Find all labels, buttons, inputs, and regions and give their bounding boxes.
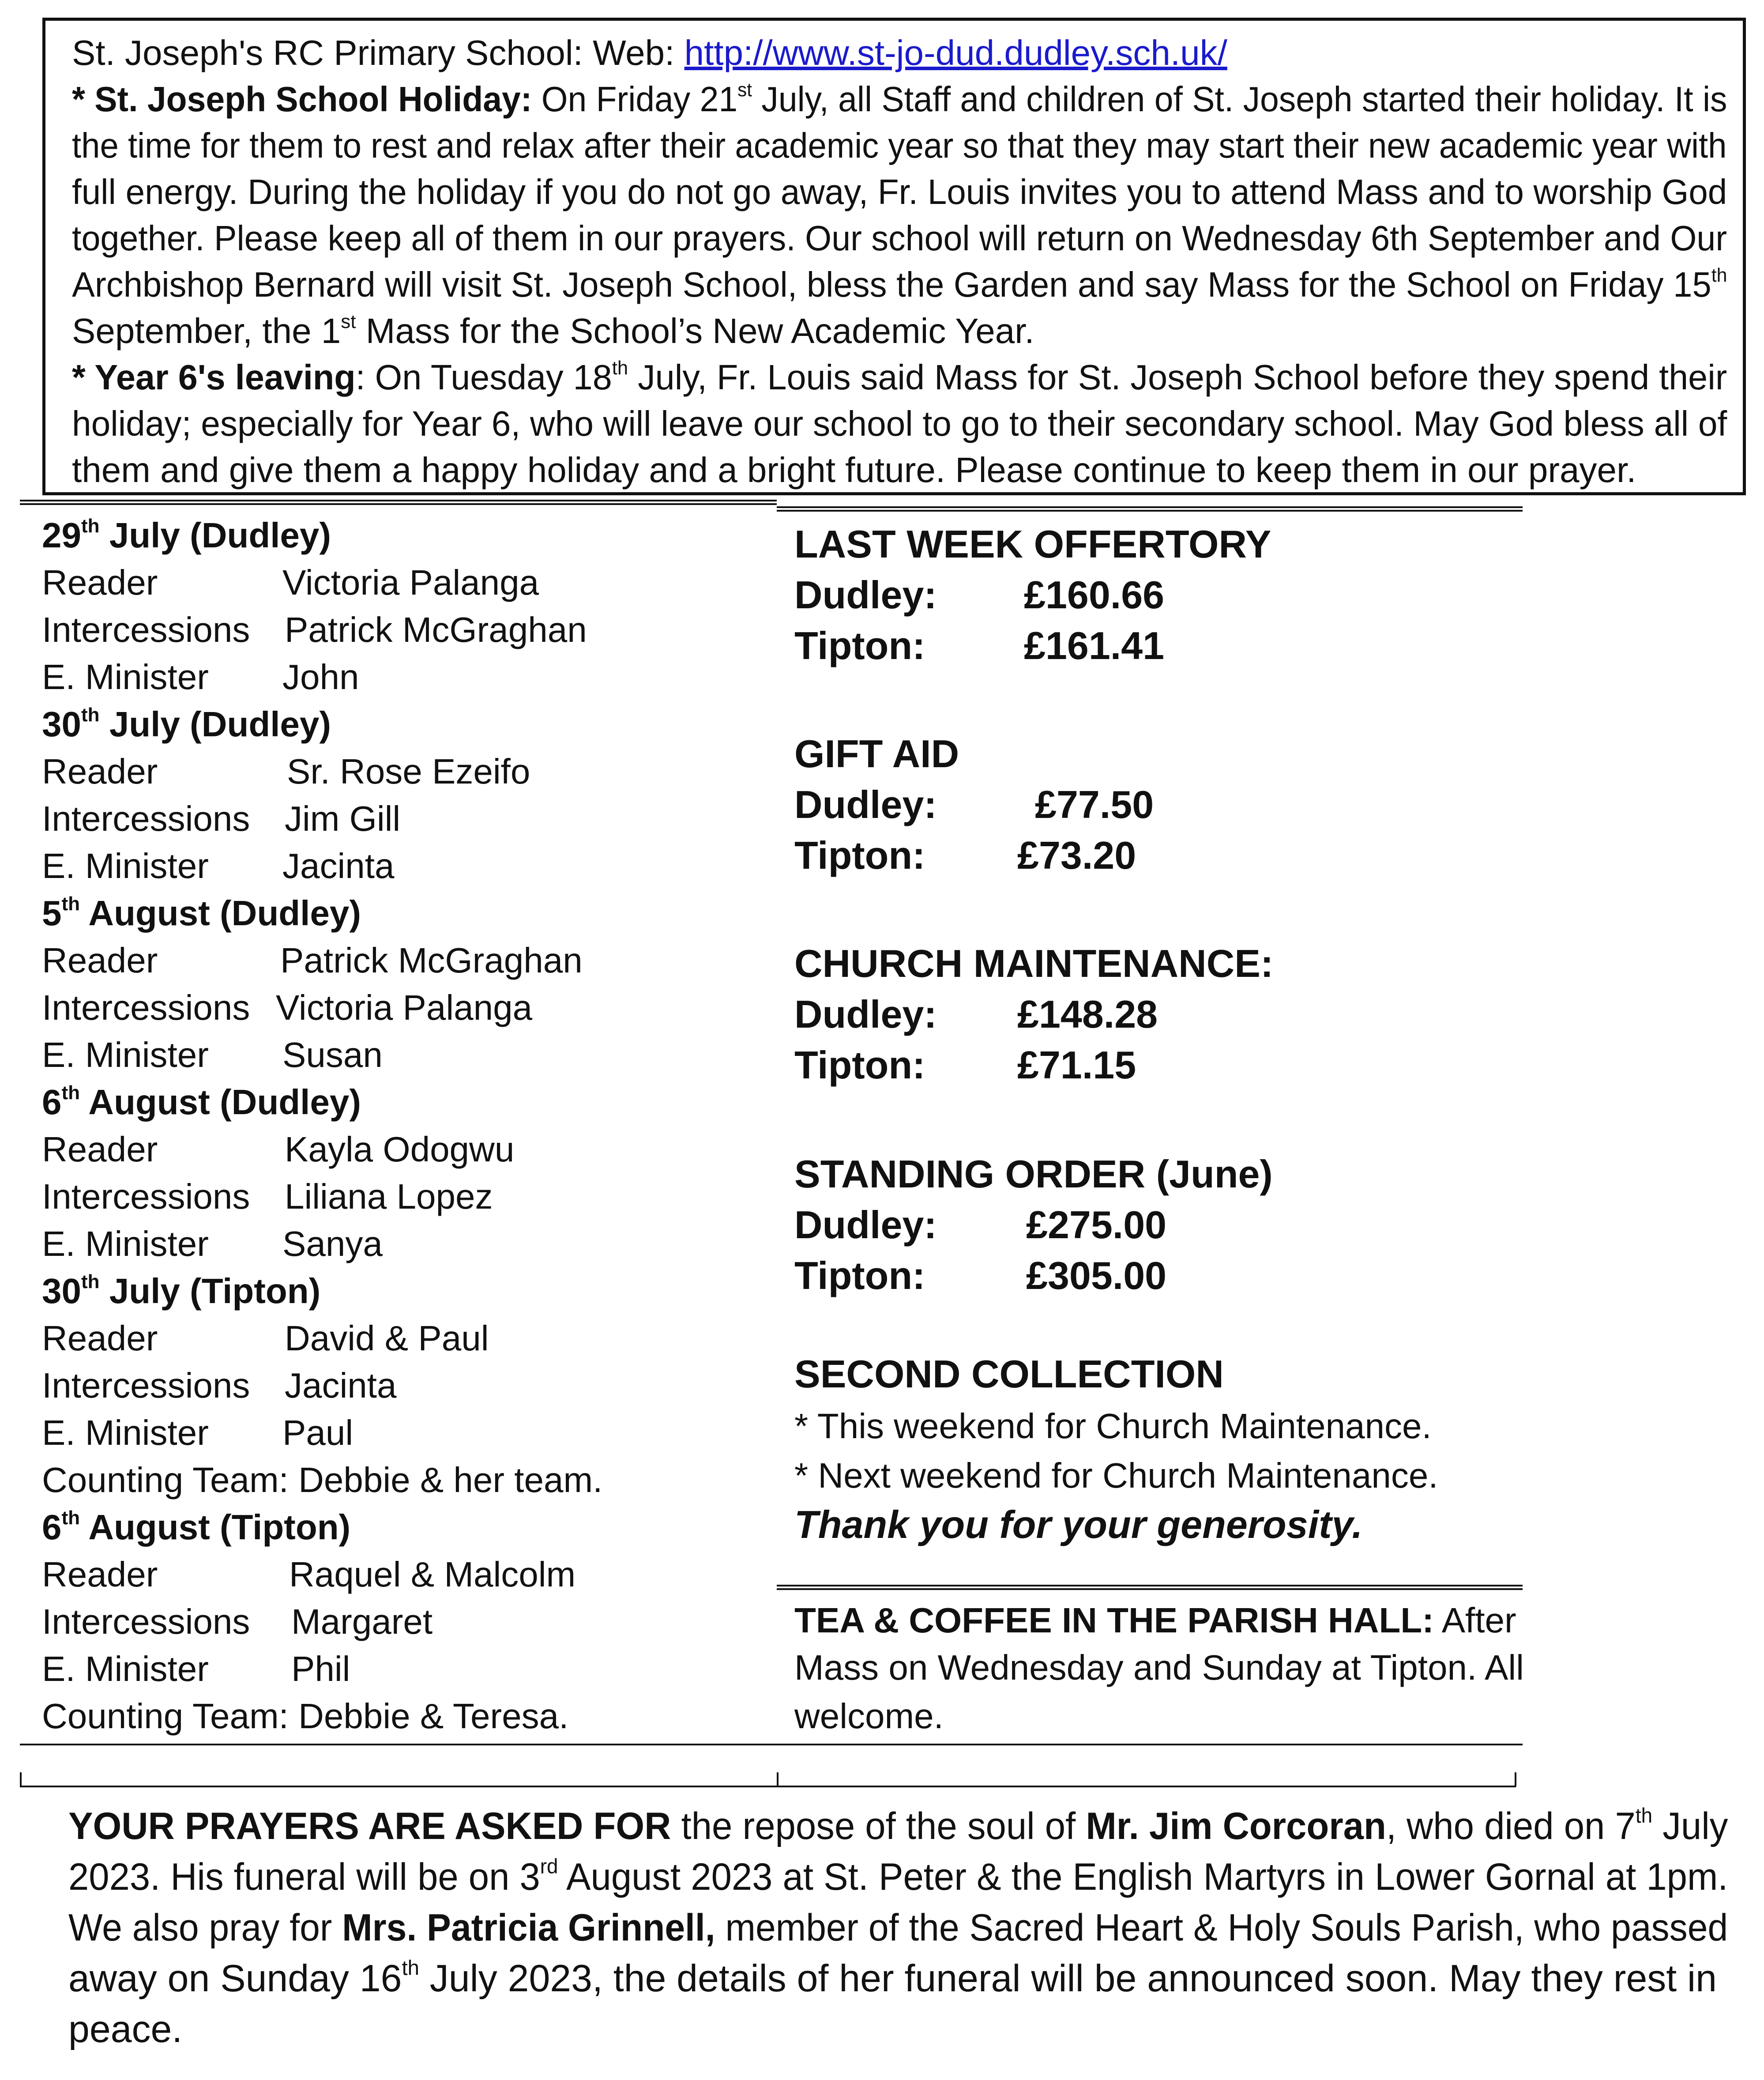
rota-person-name: Patrick McGraghan bbox=[285, 610, 587, 649]
rota-role-label: Reader bbox=[42, 563, 158, 602]
rota-role-label: E. Minister bbox=[42, 1649, 209, 1688]
rota-date-text: August (Tipton) bbox=[80, 1507, 351, 1547]
prayers-line-3 bbox=[68, 1903, 1728, 1953]
prayers-text: the repose of the soul of bbox=[671, 1805, 1086, 1847]
rota-date-heading bbox=[42, 890, 361, 936]
dudley-amount: £77.50 bbox=[1035, 783, 1154, 826]
ordinal-sup: th bbox=[1711, 264, 1727, 286]
tea-section-top-rule bbox=[777, 1585, 1523, 1590]
tipton-label: Tipton: bbox=[794, 1254, 925, 1297]
holiday-text: On Friday 21 bbox=[532, 79, 738, 119]
thanks-text: Thank you for your generosity. bbox=[794, 1503, 1363, 1546]
prayers-text: July bbox=[1652, 1805, 1728, 1847]
rota-person-name: Paul bbox=[282, 1413, 354, 1452]
prayers-text: away on Sunday 16 bbox=[68, 1957, 402, 2000]
holiday-line-1 bbox=[72, 76, 1727, 122]
prayers-line-4 bbox=[68, 1953, 1717, 2004]
rota-day: 5 bbox=[42, 893, 62, 933]
tipton-label: Tipton: bbox=[794, 1043, 925, 1087]
rota-date-heading bbox=[42, 512, 331, 558]
prayers-text: , who died on 7 bbox=[1386, 1805, 1636, 1847]
second-collection-line-1: * This weekend for Church Maintenance. bbox=[794, 1406, 1432, 1446]
right-column-top-rule bbox=[777, 506, 1523, 512]
rota-person-name: David & Paul bbox=[285, 1319, 489, 1358]
dudley-amount: £160.66 bbox=[1024, 573, 1165, 617]
rota-role-label: Intercessions bbox=[42, 799, 250, 838]
rota-person-name: Sanya bbox=[282, 1224, 383, 1263]
rota-role-label: Intercessions bbox=[42, 988, 250, 1027]
dudley-amount: £275.00 bbox=[1026, 1203, 1167, 1247]
rota-role-label: Reader bbox=[42, 941, 158, 980]
rota-role-label: E. Minister bbox=[42, 1035, 209, 1074]
left-column-top-rule bbox=[20, 500, 777, 505]
school-website-link[interactable]: http://www.st-jo-dud.dudley.sch.uk/ bbox=[684, 33, 1227, 72]
rota-date-heading bbox=[42, 1504, 350, 1550]
rota-person-name: Susan bbox=[282, 1035, 383, 1074]
tipton-amount: £73.20 bbox=[1017, 833, 1136, 877]
tea-heading: TEA & COFFEE IN THE PARISH HALL: bbox=[794, 1601, 1434, 1640]
prayers-text: July 2023, the details of her funeral will be announced soon. May they rest in bbox=[419, 1957, 1717, 2000]
rota-date-heading bbox=[42, 1079, 361, 1125]
holiday-text: September, the 1 bbox=[72, 311, 341, 350]
prayers-text: August 2023 at St. Peter & the English Martyrs in Lower Gornal at 1pm. bbox=[558, 1856, 1728, 1898]
right-column-bottom-rule bbox=[777, 1744, 1523, 1745]
rota-role-label: Reader bbox=[42, 752, 158, 791]
rota-role-label: E. Minister bbox=[42, 846, 209, 886]
year6-text: July, Fr. Louis said Mass for St. Joseph School before they spend their bbox=[628, 358, 1727, 397]
dudley-label: Dudley: bbox=[794, 573, 937, 617]
divider-tick-left bbox=[20, 1772, 22, 1786]
tea-line-3: welcome. bbox=[794, 1696, 944, 1736]
ordinal-sup: th bbox=[61, 893, 80, 915]
rota-role-label: Intercessions bbox=[42, 1177, 250, 1216]
deceased-name-1: Mr. Jim Corcoran bbox=[1086, 1805, 1386, 1847]
year6-line-3: them and give them a happy holiday and a bright future. Please continue to keep them in our prayer. bbox=[72, 450, 1636, 490]
rota-person-name: Jim Gill bbox=[285, 799, 401, 838]
rota-date-text: July (Dudley) bbox=[99, 705, 331, 744]
dudley-label: Dudley: bbox=[794, 783, 937, 826]
finance-title: STANDING ORDER (June) bbox=[794, 1152, 1273, 1196]
rota-counting-team: Counting Team: Debbie & her team. bbox=[42, 1460, 603, 1500]
ordinal-sup: th bbox=[402, 1956, 419, 1980]
section-divider-rule bbox=[20, 1786, 1516, 1787]
rota-person-name: Margaret bbox=[291, 1602, 433, 1641]
rota-role-label: E. Minister bbox=[42, 657, 209, 697]
divider-tick-middle bbox=[777, 1772, 779, 1786]
holiday-line-5 bbox=[72, 261, 1727, 308]
prayers-text: member of the Sacred Heart & Holy Souls Parish, who passed bbox=[715, 1907, 1728, 1949]
ministry-rota bbox=[42, 512, 770, 1744]
tea-text: After bbox=[1433, 1601, 1516, 1640]
ordinal-sup: th bbox=[1635, 1804, 1653, 1828]
tea-line-1 bbox=[794, 1596, 1516, 1645]
finance-dudley-row bbox=[794, 569, 1501, 620]
tipton-amount: £305.00 bbox=[1026, 1254, 1167, 1297]
finance-dudley-row bbox=[794, 989, 1501, 1040]
finance-heading-standing bbox=[794, 1149, 1501, 1199]
year6-text: : On Tuesday 18 bbox=[355, 358, 612, 397]
rota-person-name: Patrick McGraghan bbox=[280, 941, 583, 980]
rota-date-heading bbox=[42, 1268, 320, 1314]
holiday-text: July, all Staff and children of St. Joseph started their holiday. It is bbox=[752, 79, 1727, 119]
ordinal-sup: rd bbox=[540, 1855, 558, 1879]
holiday-line-4: together. Please keep all of them in our prayers. Our school will return on Wednesday 6th September and Our bbox=[72, 219, 1727, 258]
holiday-text: Archbishop Bernard will visit St. Joseph School, bless the Garden and say Mass for the School on Friday 15 bbox=[72, 265, 1711, 304]
rota-date-text: August (Dudley) bbox=[80, 893, 361, 933]
rota-role-label: E. Minister bbox=[42, 1224, 209, 1263]
rota-day: 6 bbox=[42, 1507, 62, 1547]
rota-person-name: Sr. Rose Ezeifo bbox=[287, 752, 530, 791]
year6-heading: * Year 6's leaving bbox=[72, 358, 356, 397]
rota-date-text: August (Dudley) bbox=[80, 1082, 361, 1122]
prayers-text: We also pray for bbox=[68, 1907, 342, 1949]
holiday-line-2: the time for them to rest and relax after their academic year so that they may start their new academic year with bbox=[72, 126, 1727, 165]
rota-role-label: Reader bbox=[42, 1319, 158, 1358]
rota-day: 6 bbox=[42, 1082, 62, 1122]
rota-person-name: Victoria Palanga bbox=[282, 563, 539, 602]
prayers-line-2 bbox=[68, 1852, 1728, 1903]
holiday-line-3: full energy. During the holiday if you do not go away, Fr. Louis invites you to attend Mass and to worship God bbox=[72, 172, 1727, 211]
prayers-line-1 bbox=[68, 1801, 1728, 1852]
rota-role-label: Intercessions bbox=[42, 1602, 250, 1641]
finance-heading-gift_aid bbox=[794, 728, 1501, 779]
school-title: St. Joseph's RC Primary School: Web: bbox=[72, 33, 685, 72]
tipton-label: Tipton: bbox=[794, 833, 925, 877]
year6-line-1 bbox=[72, 354, 1727, 400]
rota-role-label: Reader bbox=[42, 1130, 158, 1169]
dudley-label: Dudley: bbox=[794, 992, 937, 1036]
prayers-text: 2023. His funeral will be on 3 bbox=[68, 1856, 540, 1898]
rota-person-name: Jacinta bbox=[282, 846, 395, 886]
rota-person-name: Jacinta bbox=[285, 1366, 397, 1405]
rota-person-name: Raquel & Malcolm bbox=[289, 1555, 576, 1594]
finance-heading-maintenance bbox=[794, 938, 1501, 989]
second-collection-line-2: * Next weekend for Church Maintenance. bbox=[794, 1456, 1438, 1495]
prayers-line-5: peace. bbox=[68, 2008, 183, 2050]
holiday-heading: * St. Joseph School Holiday: bbox=[72, 79, 532, 119]
holiday-line-6 bbox=[72, 308, 1727, 354]
left-column-bottom-rule bbox=[20, 1744, 777, 1745]
divider-tick-right bbox=[1515, 1772, 1516, 1786]
ordinal-sup: th bbox=[61, 1081, 80, 1104]
deceased-name-2: Mrs. Patricia Grinnell, bbox=[342, 1907, 715, 1949]
ordinal-sup: th bbox=[612, 357, 628, 379]
rota-role-label: Reader bbox=[42, 1555, 158, 1594]
rota-counting-team: Counting Team: Debbie & Teresa. bbox=[42, 1696, 569, 1736]
finance-title: LAST WEEK OFFERTORY bbox=[794, 522, 1271, 566]
finance-heading-offertory bbox=[794, 519, 1501, 569]
rota-date-text: July (Dudley) bbox=[99, 516, 331, 555]
tipton-label: Tipton: bbox=[794, 624, 925, 667]
rota-date-text: July (Tipton) bbox=[99, 1271, 321, 1311]
rota-day: 30 bbox=[42, 705, 81, 744]
rota-day: 29 bbox=[42, 516, 81, 555]
rota-person-name: Kayla Odogwu bbox=[285, 1130, 515, 1169]
finance-tipton-row bbox=[794, 830, 1501, 881]
ordinal-sup: th bbox=[61, 1507, 80, 1529]
ordinal-sup: th bbox=[81, 704, 100, 726]
ordinal-sup: st bbox=[737, 79, 752, 101]
second-collection-title: SECOND COLLECTION bbox=[794, 1352, 1224, 1396]
ordinal-sup: st bbox=[341, 310, 356, 332]
rota-person-name: John bbox=[282, 657, 359, 697]
school-news-box bbox=[42, 18, 1746, 495]
tipton-amount: £71.15 bbox=[1017, 1043, 1136, 1087]
finance-tipton-row bbox=[794, 620, 1501, 671]
tipton-amount: £161.41 bbox=[1024, 624, 1165, 667]
finance-title: GIFT AID bbox=[794, 732, 959, 776]
rota-person-name: Liliana Lopez bbox=[285, 1177, 493, 1216]
rota-person-name: Phil bbox=[291, 1649, 350, 1688]
year6-line-2: holiday; especially for Year 6, who will leave our school to go to their secondary school. May God bless all of bbox=[72, 404, 1727, 443]
finance-dudley-row bbox=[794, 1199, 1501, 1250]
rota-date-heading bbox=[42, 701, 331, 747]
rota-role-label: E. Minister bbox=[42, 1413, 209, 1452]
prayers-heading: YOUR PRAYERS ARE ASKED FOR bbox=[68, 1805, 671, 1847]
rota-role-label: Intercessions bbox=[42, 610, 250, 649]
school-title-line bbox=[72, 30, 1727, 76]
dudley-label: Dudley: bbox=[794, 1203, 937, 1247]
finance-tipton-row bbox=[794, 1250, 1501, 1301]
finance-dudley-row bbox=[794, 779, 1501, 830]
finance-tipton-row bbox=[794, 1040, 1501, 1090]
ordinal-sup: th bbox=[81, 1270, 100, 1292]
rota-day: 30 bbox=[42, 1271, 81, 1311]
holiday-text: Mass for the School’s New Academic Year. bbox=[356, 311, 1034, 350]
tea-line-2: Mass on Wednesday and Sunday at Tipton. All bbox=[794, 1648, 1524, 1687]
finance-title: CHURCH MAINTENANCE: bbox=[794, 942, 1274, 985]
ordinal-sup: th bbox=[81, 515, 100, 537]
rota-role-label: Intercessions bbox=[42, 1366, 250, 1405]
rota-person-name: Victoria Palanga bbox=[276, 988, 533, 1027]
dudley-amount: £148.28 bbox=[1017, 992, 1158, 1036]
